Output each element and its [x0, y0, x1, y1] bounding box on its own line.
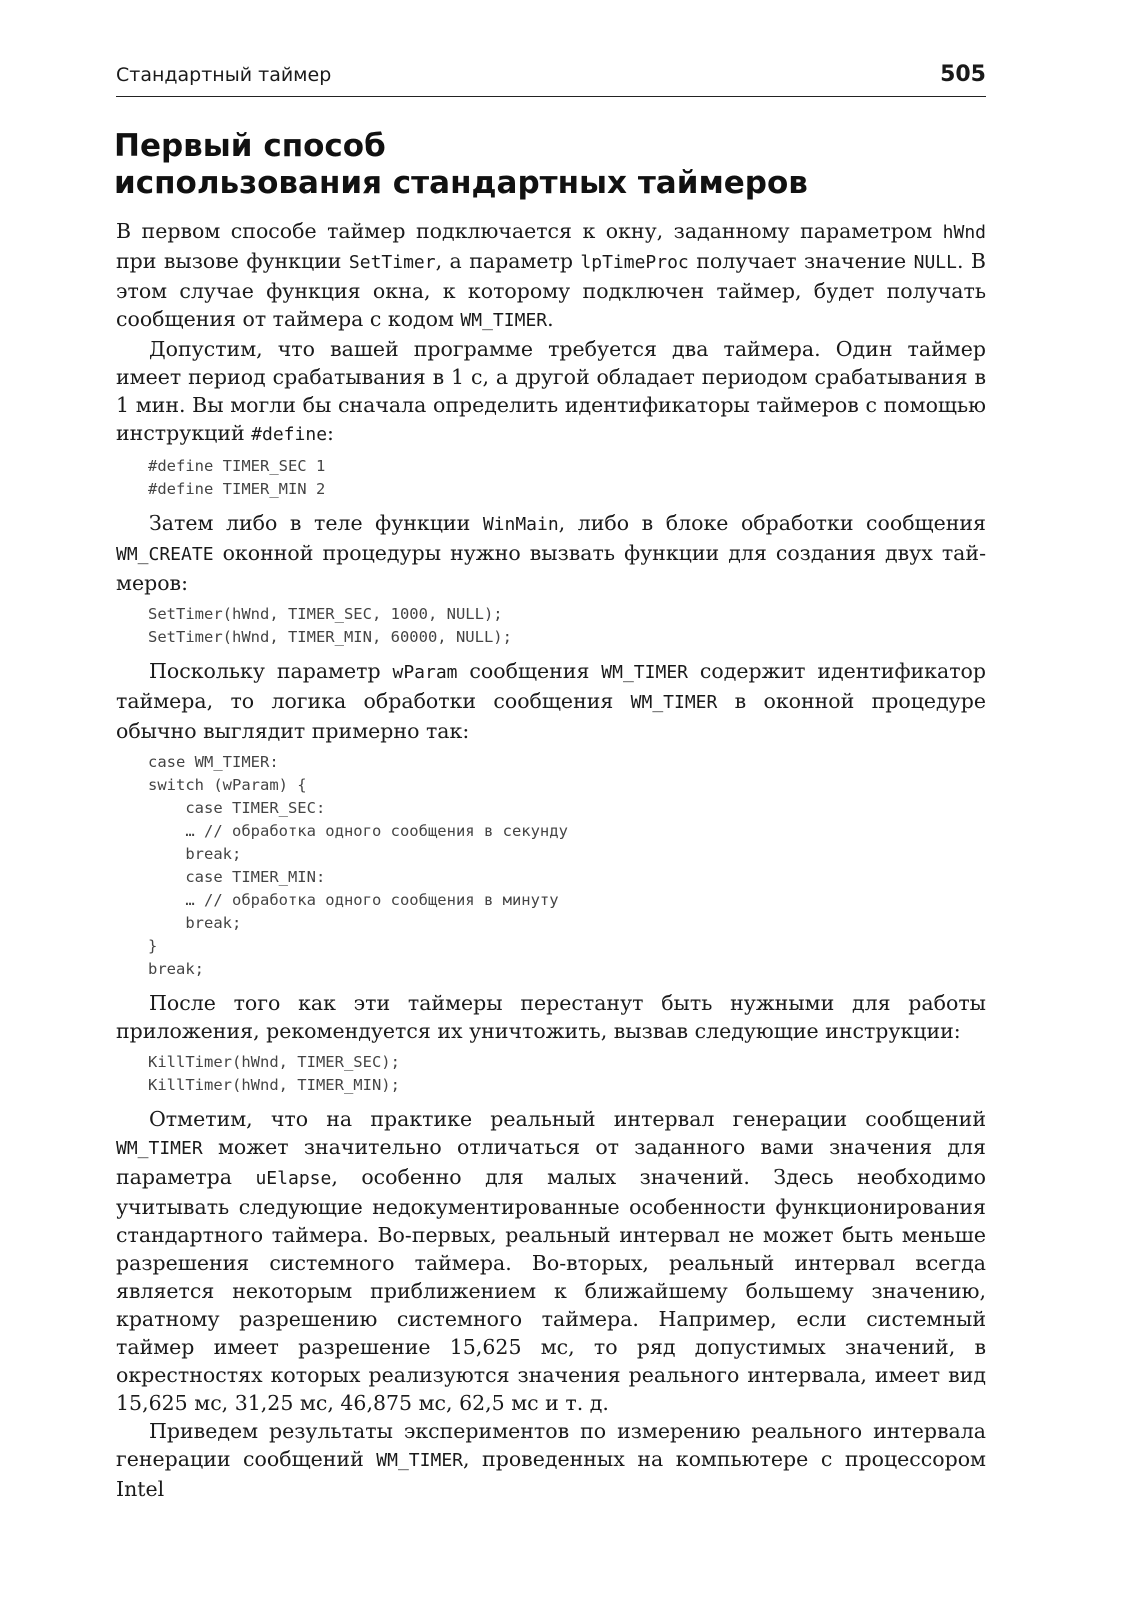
- text-run: , проведенных на компьютере с процессором Intel: [116, 1447, 986, 1501]
- inline-code: WM_TIMER: [460, 310, 548, 331]
- text-run: получает значение: [688, 249, 914, 273]
- text-run: , либо в блоке обработки сообщения: [558, 511, 986, 535]
- text-run: , особенно для малых значений. Здесь необходимо учитывать следующие недокументированные особенности функционирования стандартного таймера. Во-первых, реальный интервал не может быть меньше разрешения системного таймера. Во-вторых, реальный интервал всегда является некоторым приближением к ближайшему большему значению, кратному разрешению системного таймера. Например, если системный таймер имеет разрешение 15,625 мс, то ряд допустимых значений, в окрестностях которых реализуются значения реального интервала, имеет вид 15,625 мс, 31,25 мс, 46,875 мс, 62,5 мс и т. д.: [116, 1165, 986, 1415]
- text-run: оконной процедуры нужно вызвать функции для создания двух таймеров:: [116, 541, 986, 595]
- code-block-settimer: SetTimer(hWnd, TIMER_SEC, 1000, NULL); SetTimer(hWnd, TIMER_MIN, 60000, NULL);: [148, 605, 512, 646]
- inline-code: WinMain: [482, 514, 559, 535]
- paragraph-6: [116, 1105, 986, 1417]
- inline-code: WM_TIMER: [376, 1450, 463, 1471]
- text-run: содержит идентификатор таймера, то логика обработки сообщения: [116, 659, 987, 713]
- inline-code: lpTimeProc: [580, 252, 689, 273]
- page-number: 505: [940, 62, 986, 87]
- paragraph-4: [116, 657, 986, 745]
- inline-code: hWnd: [942, 222, 986, 243]
- paragraph-3: [116, 509, 986, 597]
- running-title: Стандартный таймер: [116, 64, 332, 86]
- inline-code: wParam: [392, 662, 458, 683]
- text-run: Поскольку параметр: [149, 659, 393, 683]
- text-run: может значительно отличаться от заданного вами значения для параметра: [116, 1135, 986, 1189]
- paragraph-5: [116, 989, 986, 1045]
- text-run: В первом способе таймер подключается к окну, заданному параметром: [116, 219, 943, 243]
- section-title-line2: использования стандартных таймеров: [114, 165, 808, 201]
- text-run: Затем либо в теле функции: [149, 511, 483, 535]
- text-run: Приведем результаты экспериментов по измерению реального интервала генерации сообщений: [116, 1419, 986, 1471]
- text-run: .: [547, 307, 554, 331]
- paragraph-1: [116, 217, 986, 335]
- text-run: После того как эти таймеры перестанут быть нужными для работы приложения, рекомендуется их уничтожить, вызвав следующие инструкции:: [116, 991, 986, 1043]
- section-title: [114, 128, 984, 202]
- inline-code: WM_TIMER: [116, 1138, 203, 1159]
- paragraph-2: [116, 335, 986, 449]
- paragraph-7: [116, 1417, 986, 1503]
- text-run: Допустим, что вашей программе требуется два таймера. Один таймер имеет период срабатывания в 1 с, а другой обладает периодом срабатывания в 1 мин. Вы могли бы сначала определить идентификаторы таймеров с помощью инструкций: [116, 337, 986, 445]
- text-run: :: [327, 421, 334, 445]
- inline-code: SetTimer: [348, 252, 436, 273]
- text-run: , а параметр: [435, 249, 581, 273]
- text-run: сообщения: [457, 659, 602, 683]
- section-title-line1: Первый способ: [114, 128, 386, 164]
- inline-code: #define: [251, 424, 328, 445]
- code-block-switch: case WM_TIMER: switch (wParam) { case TIMER_SEC: … // обработка одного сообщения в секунду break; case TIMER_MIN: … // обработка одного сообщения в минуту break; } break;: [148, 753, 568, 978]
- code-block-killtimer: KillTimer(hWnd, TIMER_SEC); KillTimer(hWnd, TIMER_MIN);: [148, 1053, 400, 1094]
- code-block-define: #define TIMER_SEC 1 #define TIMER_MIN 2: [148, 457, 326, 498]
- text-run: Отметим, что на практике реальный интервал генерации сообщений: [149, 1107, 986, 1131]
- inline-code: WM_TIMER: [601, 662, 688, 683]
- text-run: в оконной процедуре обычно выглядит примерно так:: [116, 689, 986, 743]
- inline-code: WM_CREATE: [116, 544, 214, 565]
- inline-code: uElapse: [255, 1168, 332, 1189]
- inline-code: NULL: [913, 252, 957, 273]
- running-header: [116, 62, 986, 97]
- text-run: при вызове функции: [116, 249, 349, 273]
- inline-code: WM_TIMER: [630, 692, 718, 713]
- text-run: . В этом случае функция окна, к которому подключен таймер, будет получать сообщения от таймера с кодом: [116, 249, 986, 331]
- body-text: [116, 217, 986, 1503]
